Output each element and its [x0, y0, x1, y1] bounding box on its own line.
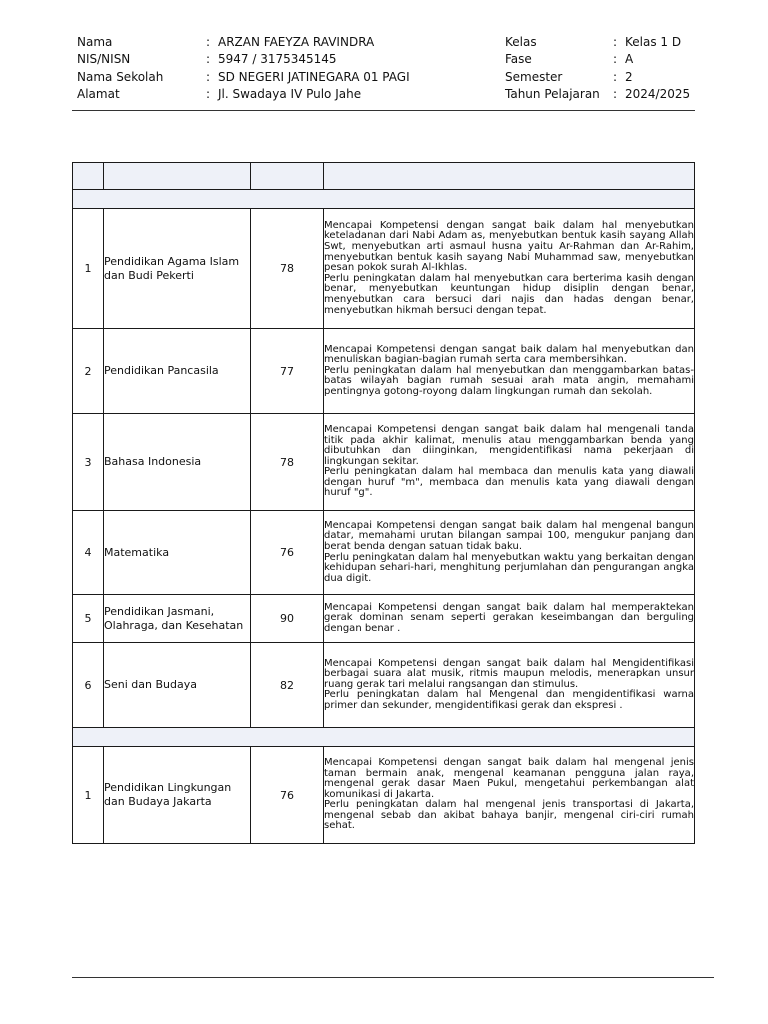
info-label: Alamat [77, 86, 120, 101]
description-improvement: Perlu peningkatan dalam hal mengenal jenis transportasi di Jakarta, mengenal sebab dan akibat bahaya banjir, mengenal ciri-ciri rumah sehat. [324, 799, 694, 832]
row-number: 4 [73, 511, 104, 595]
score-value: 76 [251, 747, 324, 844]
info-separator: : [613, 35, 618, 49]
description-achievement: Mencapai Kompetensi dengan sangat baik dalam hal menyebutkan keteladanan dari Nabi Adam as, menyebutkan bentuk kasih sayang Allah Swt, menyebutkan arti asmaul husna yaitu Ar-Rahman dan Ar-Rahim, menyebutkan bentuk kasih sayang Nabi Muhammad saw, menyebutkan pesan pokok surah Al-Ikhlas. [324, 219, 694, 274]
info-row-tahun [505, 86, 690, 103]
info-value: 2 [625, 69, 633, 84]
info-separator: : [206, 35, 211, 49]
group-header-cell [73, 728, 695, 747]
competency-description [324, 329, 695, 414]
description-achievement: Mencapai Kompetensi dengan sangat baik dalam hal mengenal bangun datar, memahami urutan bilangan sampai 100, mengukur panjang dan berat benda dengan satuan tidak baku. [324, 519, 694, 552]
info-label: Nama [77, 35, 113, 49]
competency-description [324, 511, 695, 595]
grades-table [72, 162, 695, 844]
header-divider [72, 110, 695, 111]
description-improvement: Perlu peningkatan dalam hal menyebutkan cara berterima kasih dengan benar, menyebutkan keuntungan hidup disiplin dengan benar, menyebutkan cara bersuci dari najis dan hadas dengan benar, menyebutkan hikmah bersuci dengan tepat. [324, 272, 694, 316]
info-row-semester [505, 69, 690, 86]
competency-description [324, 414, 695, 511]
score-value: 78 [251, 209, 324, 329]
subject-name: Pendidikan Pancasila [104, 329, 251, 414]
competency-description [324, 643, 695, 728]
table-row [73, 747, 695, 844]
table-header-row [73, 163, 695, 190]
info-separator: : [206, 86, 211, 101]
info-separator: : [613, 86, 618, 101]
subject-name: Pendidikan Agama Islam dan Budi Pekerti [104, 209, 251, 329]
subject-name: Pendidikan Jasmani, Olahraga, dan Kesehatan [104, 595, 251, 643]
info-value: SD NEGERI JATINEGARA 01 PAGI [218, 69, 410, 84]
header-cell-score [251, 163, 324, 190]
group-header-cell [73, 190, 695, 209]
competency-description [324, 595, 695, 643]
student-info [77, 34, 410, 103]
info-label: Tahun Pelajaran [505, 86, 600, 101]
description-improvement: Perlu peningkatan dalam hal menyebutkan dan menggambarkan batas-batas wilayah bagian rumah sesuai arah mata angin, memahami pentingnya gotong-royong dalam lingkungan rumah dan sekolah. [324, 364, 694, 397]
table-row [73, 595, 695, 643]
score-value: 76 [251, 511, 324, 595]
class-info [505, 34, 690, 103]
description-improvement: Perlu peningkatan dalam hal menyebutkan waktu yang berkaitan dengan kehidupan sehari-hari, menghitung perjumlahan dan pengurangan angka dua digit. [324, 551, 694, 584]
header-cell-description [324, 163, 695, 190]
row-number: 5 [73, 595, 104, 643]
score-value: 78 [251, 414, 324, 511]
table-row [73, 329, 695, 414]
group-header-row [73, 728, 695, 747]
description-improvement: Perlu peningkatan dalam hal Mengenal dan mengidentifikasi warna primer dan sekunder, mengidentifikasi gerak dan ekspresi . [324, 689, 694, 711]
row-number: 3 [73, 414, 104, 511]
subject-name: Seni dan Budaya [104, 643, 251, 728]
info-row-sekolah [77, 69, 410, 86]
info-value: ARZAN FAEYZA RAVINDRA [218, 35, 375, 49]
header-cell-subject [104, 163, 251, 190]
description-improvement: Perlu peningkatan dalam hal membaca dan menulis kata yang diawali dengan huruf "m", membaca dan menulis kata yang diawali dengan huruf "g". [324, 466, 694, 499]
info-value: 5947 / 3175345145 [218, 52, 337, 67]
score-value: 77 [251, 329, 324, 414]
description-achievement: Mencapai Kompetensi dengan sangat baik dalam hal mengenali tanda titik pada akhir kalimat, menulis atau menggambarkan benda yang dibutuhkan dan diinginkan, mengidentifikasi nama pekerjaan di lingkungan sekitar. [324, 423, 694, 467]
info-label: Fase [505, 52, 532, 67]
info-value: 2024/2025 [625, 86, 691, 101]
score-value: 90 [251, 595, 324, 643]
table-row [73, 414, 695, 511]
description-achievement: Mencapai Kompetensi dengan sangat baik dalam hal mengenal jenis taman bermain anak, mengenal keamanan pengguna jalan raya, mengenal gerak dasar Maen Pukul, mengetahui perkembangan alat komunikasi di Jakarta. [324, 756, 694, 800]
info-separator: : [613, 52, 618, 67]
subject-name: Pendidikan Lingkungan dan Budaya Jakarta [104, 747, 251, 844]
info-label: NIS/NISN [77, 52, 131, 67]
info-label: Nama Sekolah [77, 69, 164, 84]
subject-name: Matematika [104, 511, 251, 595]
info-row-nisn [77, 51, 410, 68]
row-number: 1 [73, 747, 104, 844]
info-row-kelas [505, 34, 690, 51]
description-achievement: Mencapai Kompetensi dengan sangat baik dalam hal memperaktekan gerak dominan senam seperti gerakan keseimbangan dan berguling dengan benar . [324, 601, 694, 634]
table-row [73, 511, 695, 595]
competency-description [324, 747, 695, 844]
footer-divider [72, 977, 714, 978]
table-row [73, 643, 695, 728]
subject-name: Bahasa Indonesia [104, 414, 251, 511]
info-row-alamat [77, 86, 410, 103]
info-value: Kelas 1 D [625, 35, 682, 49]
competency-description [324, 209, 695, 329]
row-number: 1 [73, 209, 104, 329]
info-label: Semester [505, 69, 563, 84]
score-value: 82 [251, 643, 324, 728]
info-label: Kelas [505, 35, 537, 49]
info-value: A [625, 52, 634, 67]
info-row-nama [77, 34, 410, 51]
description-achievement: Mencapai Kompetensi dengan sangat baik dalam hal Mengidentifikasi berbagai suara alat musik, ritmis maupun melodis, menerapkan unsur ruang gerak tari melalui rangsangan dan stimulus. [324, 657, 694, 690]
info-row-fase [505, 51, 690, 68]
row-number: 2 [73, 329, 104, 414]
header-cell-no [73, 163, 104, 190]
description-achievement: Mencapai Kompetensi dengan sangat baik dalam hal menyebutkan dan menuliskan bagian-bagian rumah serta cara membersihkan. [324, 343, 694, 366]
info-value: Jl. Swadaya IV Pulo Jahe [218, 86, 362, 101]
group-header-row [73, 190, 695, 209]
table-row [73, 209, 695, 329]
info-separator: : [206, 69, 211, 84]
info-separator: : [613, 69, 618, 84]
row-number: 6 [73, 643, 104, 728]
info-separator: : [206, 52, 211, 67]
